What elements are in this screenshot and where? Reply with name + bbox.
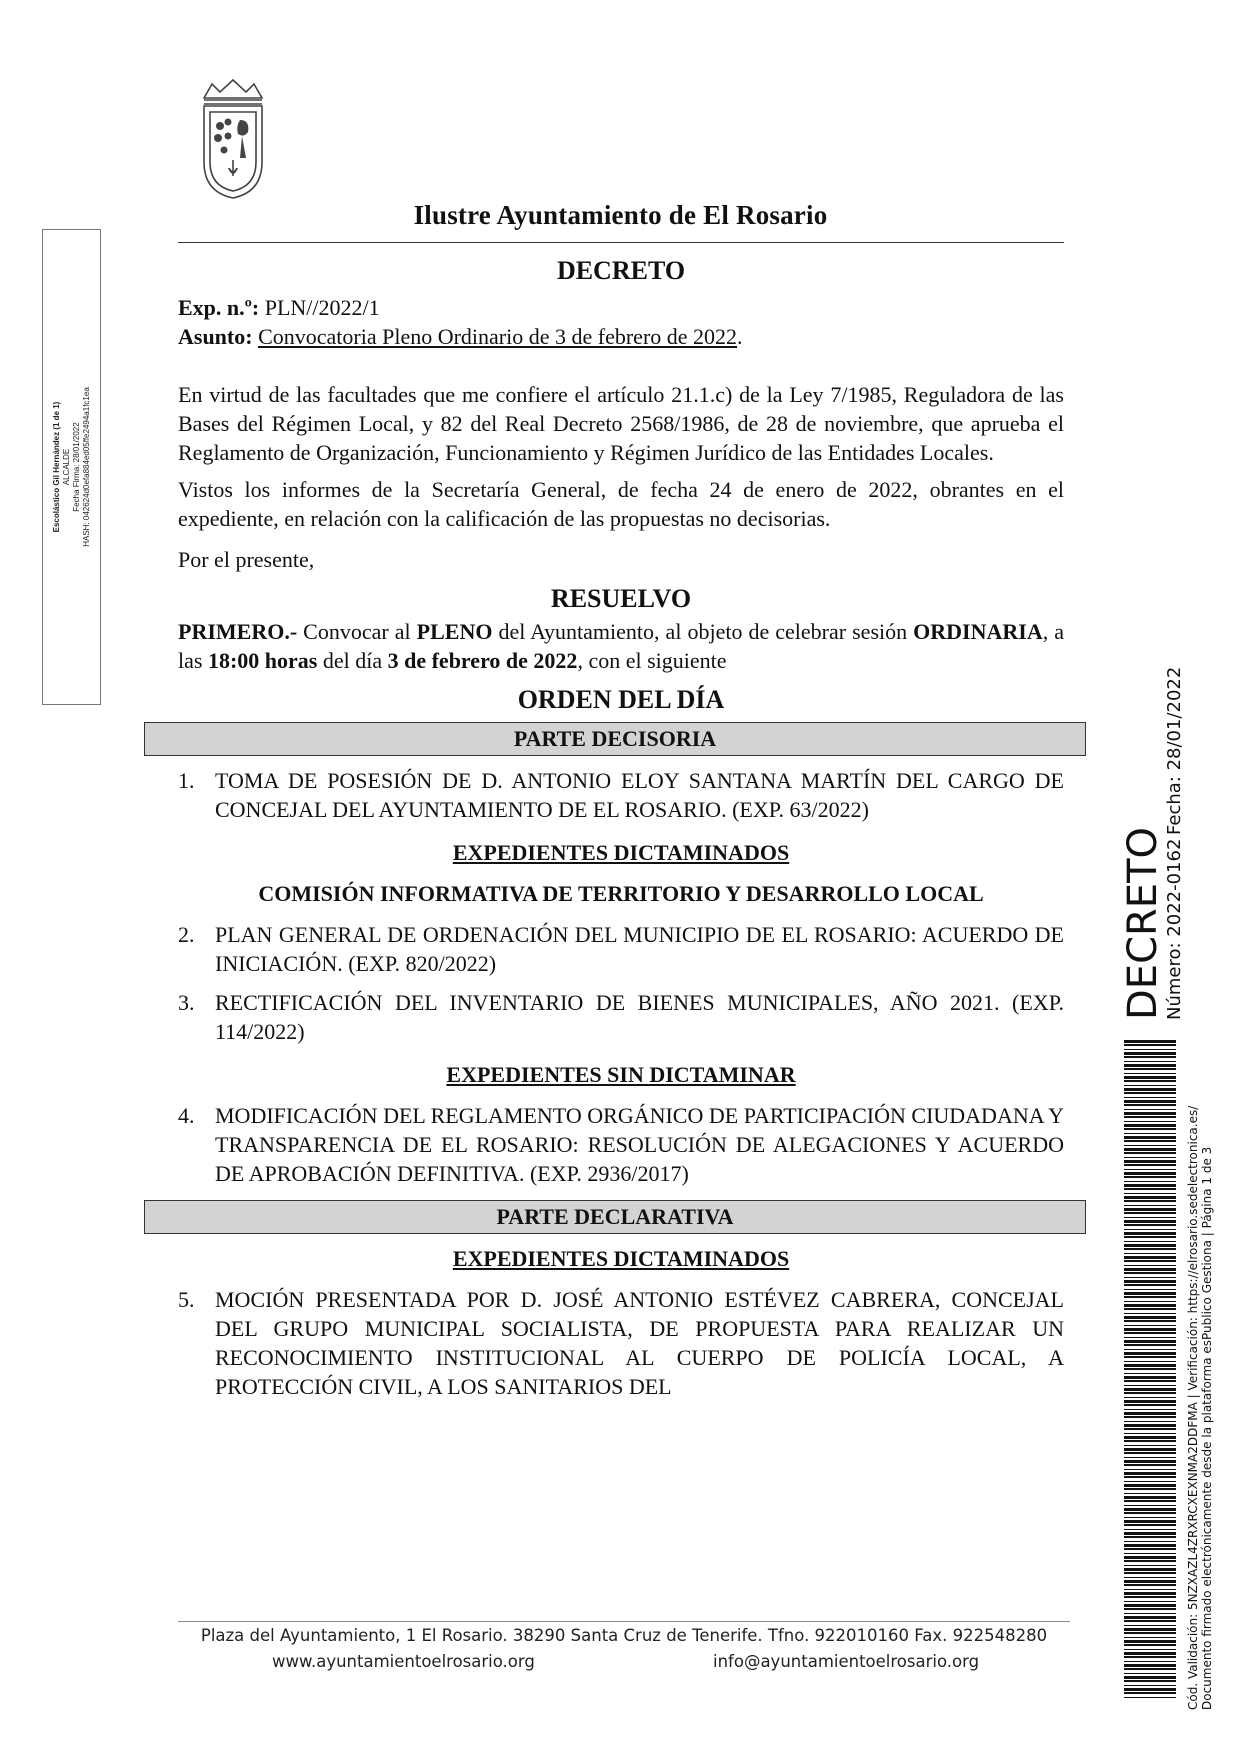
section-parte-decisoria: PARTE DECISORIA [144, 722, 1086, 756]
item-text: TOMA DE POSESIÓN DE D. ANTONIO ELOY SANTANA MARTÍN DEL CARGO DE CONCEJAL DEL AYUNTAMIENTO DE EL ROSARIO. (EXP. 63/2022) [215, 768, 1064, 822]
footer-address: Plaza del Ayuntamiento, 1 El Rosario. 38290 Santa Cruz de Tenerife. Tfno. 922010160 Fax. 922548280 [200, 1626, 1048, 1645]
platform-note: Documento firmado electrónicamente desde la plataforma esPublico Gestiona | Página 1 de 3 [1200, 1146, 1214, 1710]
document-title: DECRETO [556, 256, 686, 285]
footer-email-link[interactable]: info@ayuntamientoelrosario.org [713, 1652, 980, 1671]
subheading-sin-dictaminar: EXPEDIENTES SIN DICTAMINAR [446, 1062, 796, 1087]
agenda-item [178, 920, 1064, 978]
agenda-heading: ORDEN DEL DÍA [517, 685, 725, 714]
item-text: RECTIFICACIÓN DEL INVENTARIO DE BIENES MUNICIPALES, AÑO 2021. (EXP. 114/2022) [215, 990, 1064, 1044]
primero-pleno: PLENO [416, 619, 493, 644]
decreto-vertical-label: DECRETO [1120, 827, 1166, 1020]
subject-end: . [737, 324, 743, 349]
document-body [178, 256, 1064, 1401]
primero-fecha: 3 de febrero de 2022 [387, 648, 578, 673]
commission-heading: COMISIÓN INFORMATIVA DE TERRITORIO Y DESARROLLO LOCAL [258, 881, 984, 906]
decreto-date: Fecha: 28/01/2022 [1164, 666, 1185, 835]
paragraph-reports: Vistos los informes de la Secretaría General, de fecha 24 de enero de 2022, obrantes en el expediente, en relación con la calificación de las propuestas no decisorias. [178, 477, 1064, 531]
item-text: MOCIÓN PRESENTADA POR D. JOSÉ ANTONIO ESTÉVEZ CABRERA, CONCEJAL DEL GRUPO MUNICIPAL SOCIALISTA, DE PROPUESTA PARA REALIZAR UN RECONOCIMIENTO INSTITUCIONAL AL CUERPO DE POLICÍA LOCAL, A PROTECCIÓN CIVIL, A LOS SANITARIOS DEL [215, 1287, 1064, 1399]
subheading-dictaminados-2: EXPEDIENTES DICTAMINADOS [452, 1246, 790, 1271]
subject-label: Asunto: [178, 324, 253, 349]
primero-hora: 18:00 horas [207, 648, 318, 673]
signer-role: ALCALDE [61, 448, 71, 486]
section-parte-declarativa: PARTE DECLARATIVA [144, 1200, 1086, 1234]
item-text: MODIFICACIÓN DEL REGLAMENTO ORGÁNICO DE PARTICIPACIÓN CIUDADANA Y TRANSPARENCIA DE EL ROSARIO: RESOLUCIÓN DE ALEGACIONES Y ACUERDO DE APROBACIÓN DEFINITIVA. (EXP. 2936/2017) [215, 1103, 1064, 1186]
signer-name: Escolástico Gil Hernández (1 de 1) [51, 401, 61, 533]
item-number: 2. [178, 922, 195, 947]
item-text: PLAN GENERAL DE ORDENACIÓN DEL MUNICIPIO DE EL ROSARIO: ACUERDO DE INICIACIÓN. (EXP. 820/2022) [215, 922, 1064, 976]
primero-text-5: , con el siguiente [577, 648, 727, 673]
signature-hash: HASH: 042624d0efa884ed05ffe2494a1fc1ea [81, 387, 91, 547]
primero-text-3: , a las [178, 619, 1065, 673]
item-number: 3. [178, 990, 195, 1015]
primero-text-2: del Ayuntamiento, al objeto de celebrar sesión [492, 619, 914, 644]
paragraph-intro: Por el presente, [178, 547, 315, 572]
signature-stamp [42, 229, 101, 705]
barcode-icon [1124, 1040, 1176, 1698]
primero-ordinaria: ORDINARIA [913, 619, 1043, 644]
primero-text-4: del día [317, 648, 388, 673]
agenda-item [178, 988, 1064, 1046]
agenda-item [178, 1285, 1064, 1401]
subheading-dictaminados: EXPEDIENTES DICTAMINADOS [452, 840, 790, 865]
primero-text-1: Convocar al [297, 619, 417, 644]
subject-value: Convocatoria Pleno Ordinario de 3 de febrero de 2022 [258, 324, 738, 349]
validation-code[interactable]: Cód. Validación: 5NZXAZL4ZRXRCXEXNMA2DDFMA | Verificación: https://elrosario.sedelectronica.es/ [1186, 1105, 1200, 1710]
item-number: 4. [178, 1103, 195, 1128]
paragraph-legal-basis: En virtud de las facultades que me confiere el artículo 21.1.c) de la Ley 7/1985, Reguladora de las Bases del Régimen Local, y 82 del Real Decreto 2568/1986, de 28 de noviembre, que aprueba el Reglamento de Organización, Funcionamiento y Régimen Jurídico de las Entidades Locales. [178, 382, 1064, 465]
footer-website-link[interactable]: www.ayuntamientoelrosario.org [272, 1652, 535, 1671]
item-number: 5. [178, 1287, 195, 1312]
footer-divider [178, 1621, 1070, 1622]
primero-label: PRIMERO.- [178, 619, 298, 644]
resolve-heading: RESUELVO [550, 584, 692, 613]
coat-of-arms-logo [198, 76, 268, 200]
exp-value: PLN//2022/1 [264, 295, 380, 320]
exp-label: Exp. n.º: [178, 295, 260, 320]
header-divider [178, 242, 1064, 243]
agenda-item [178, 1101, 1064, 1188]
decreto-number: Número: 2022-0162 [1164, 838, 1185, 1020]
signature-date: Fecha Firma: 28/01/2022 [71, 422, 81, 512]
paragraph-primero [178, 617, 1064, 675]
agenda-item [178, 766, 1064, 824]
document-meta [178, 293, 1064, 351]
institution-title: Ilustre Ayuntamiento de El Rosario [413, 200, 828, 230]
item-number: 1. [178, 768, 195, 793]
